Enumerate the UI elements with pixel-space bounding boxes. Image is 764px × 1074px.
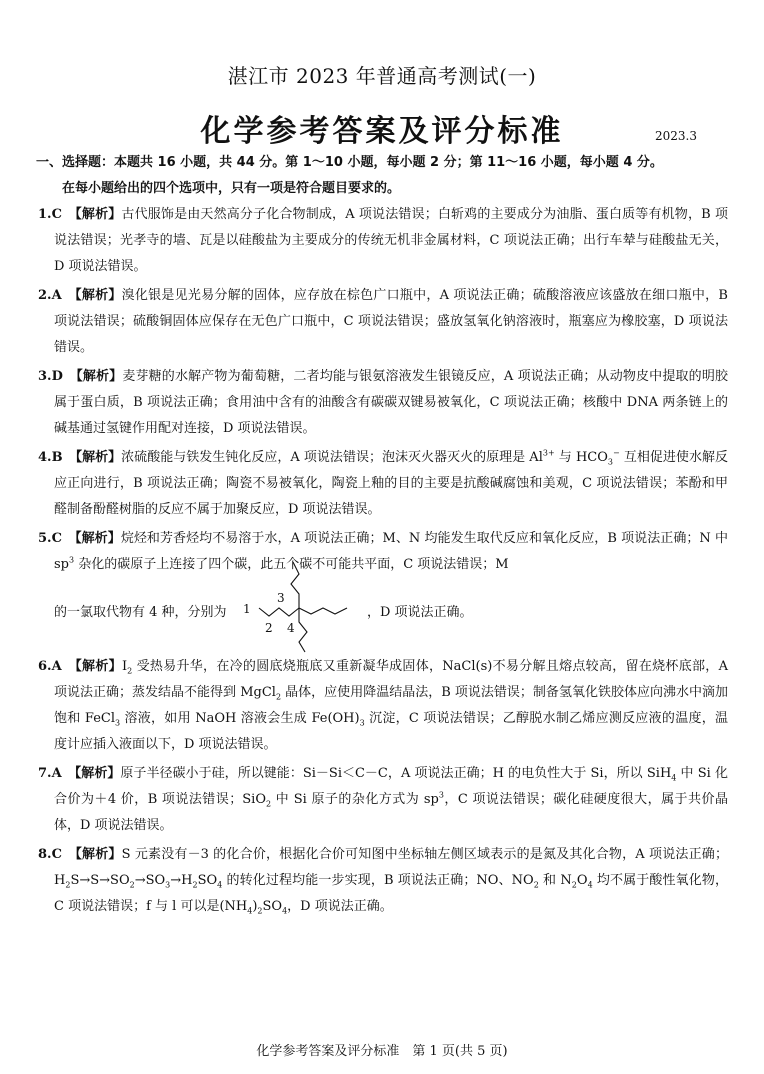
carbon-label-3: 3 bbox=[277, 591, 285, 605]
answer-text: 烷烃和芳香烃均不易溶于水，A 项说法正确；M、N 均能发生取代反应和氧化反应，B 项说法正确；N 中 sp bbox=[54, 531, 728, 572]
superscript: 3 bbox=[438, 790, 444, 800]
answer-text: 互相促进使水解反应正向进行，B 项说法正确；陶瓷不易被氧化，陶瓷上釉的目的主要是抗酸碱腐蚀和美观，C 项说法错误；苯酚和甲醛制备酚醛树脂的反应不属于加聚反应，D 项说法错误。 bbox=[54, 450, 728, 517]
molecule-chain-down bbox=[299, 608, 307, 652]
answer-text: 溶液，如用 NaOH 溶液会生成 Fe(OH) bbox=[120, 711, 360, 726]
section-heading bbox=[36, 150, 736, 202]
answer-key: A bbox=[51, 659, 62, 674]
answer-item bbox=[38, 526, 728, 578]
carbon-label-2: 2 bbox=[265, 621, 273, 635]
answer-text: 浓硫酸能与铁发生钝化反应，A 项说法错误；泡沫灭火器灭火的原理是 Al bbox=[121, 450, 543, 465]
answer-number: 6. bbox=[38, 659, 52, 674]
subscript: 2 bbox=[192, 880, 198, 890]
answer-text: ，D 项说法正确。 bbox=[287, 899, 393, 914]
answer-text: SO bbox=[262, 899, 283, 914]
answer-number: 4. bbox=[38, 450, 52, 465]
answer-text: 的转化过程均能一步实现，B 项说法正确；NO、NO bbox=[222, 873, 534, 888]
answer-key: A bbox=[51, 288, 62, 303]
analysis-tag: 【解析】 bbox=[75, 450, 122, 465]
answer-text: 麦芽糖的水解产物为葡萄糖，二者均能与银氨溶液发生银镜反应，A 项说法正确；从动物皮中提取的明胶属于蛋白质，B 项说法正确；食用油中含有的油酸含有碳碳双键易被氧化，C 项说法正确；核酸中 DNA 两条链上的碱基通过氢键作用配对连接，D 项说法错误。 bbox=[54, 369, 728, 436]
answer-text: ) bbox=[252, 899, 258, 914]
answer-text: 中 Si 化合价为＋4 价，B 项说法错误；SiO bbox=[54, 766, 728, 807]
subscript: 2 bbox=[533, 880, 539, 890]
answer-text: 中 Si 原子的杂化方式为 sp bbox=[271, 792, 439, 807]
analysis-tag: 【解析】 bbox=[75, 531, 121, 546]
answer-item bbox=[38, 761, 728, 839]
answer-text: O bbox=[576, 873, 588, 888]
answer-text: ，C 项说法错误；碳化硅硬度很大，属于共价晶体，D 项说法错误。 bbox=[54, 792, 728, 833]
subscript: 2 bbox=[265, 799, 272, 809]
answer-number: 3. bbox=[38, 369, 52, 384]
answer-text: 古代服饰是由天然高分子化合物制成，A 项说法错误；白斩鸡的主要成分为油脂、蛋白质等有机物，B 项说法错误；光孝寺的墙、瓦是以硅酸盐为主要成分的传统无机非金属材料，C 项说法正确；出行车辇与硅酸盐无关，D 项说法错误。 bbox=[54, 207, 728, 274]
carbon-label-1: 1 bbox=[243, 602, 251, 616]
subscript: 2 bbox=[65, 880, 71, 890]
molecule-row bbox=[54, 578, 728, 648]
analysis-tag: 【解析】 bbox=[74, 766, 121, 781]
exam-title: 湛江市 2023 年普通高考测试(一) bbox=[227, 64, 537, 88]
answer-number: 1. bbox=[38, 207, 52, 222]
answer-number: 8. bbox=[38, 847, 52, 862]
answer-key: C bbox=[51, 847, 62, 862]
subscript: 3 bbox=[359, 718, 365, 728]
answer-text: I bbox=[121, 659, 128, 674]
subscript: 3 bbox=[165, 880, 171, 890]
answer-item bbox=[38, 654, 728, 758]
answer-key: D bbox=[51, 369, 63, 384]
answer-key: A bbox=[51, 766, 62, 781]
superscript: 3+ bbox=[542, 448, 555, 458]
answer-key: B bbox=[51, 450, 63, 465]
subscript: 4 bbox=[282, 906, 288, 916]
answer-text: →SO bbox=[134, 873, 166, 888]
answer-item bbox=[38, 842, 728, 920]
molecule-structure bbox=[239, 558, 369, 654]
carbon-label-4: 4 bbox=[287, 621, 295, 635]
superscript: 3 bbox=[69, 555, 75, 565]
answer-list bbox=[38, 202, 728, 923]
answer-item bbox=[38, 202, 728, 280]
answer-key: C bbox=[51, 207, 62, 222]
analysis-tag: 【解析】 bbox=[75, 288, 122, 303]
subscript: 4 bbox=[587, 880, 593, 890]
superscript: − bbox=[613, 448, 620, 458]
answer-text: 杂化的碳原子上连接了四个碳，此五个碳不可能共平面，C 项说法错误；M bbox=[74, 557, 509, 572]
answer-text: S→S→SO bbox=[70, 873, 130, 888]
document-title: 化学参考答案及评分标准 bbox=[200, 114, 564, 149]
subscript: 4 bbox=[217, 880, 223, 890]
analysis-tag: 【解析】 bbox=[75, 659, 122, 674]
molecule-chain-left bbox=[259, 608, 299, 616]
answer-text: →H bbox=[170, 873, 193, 888]
answer-text: SO bbox=[197, 873, 218, 888]
subscript: 3 bbox=[115, 718, 121, 728]
molecule-chain-up bbox=[291, 562, 299, 608]
answer-number: 7. bbox=[38, 766, 52, 781]
analysis-tag: 【解析】 bbox=[75, 847, 122, 862]
answer-text: 原子半径碳小于硅，所以键能：Si－Si＜C－C，A 项说法正确；H 的电负性大于 Si，所以 SiH bbox=[120, 766, 672, 781]
section-line-2: 在每小题给出的四个选项中，只有一项是符合题目要求的。 bbox=[62, 181, 401, 196]
molecule-chain-right bbox=[299, 608, 347, 614]
page-footer: 化学参考答案及评分标准 第 1 页(共 5 页) bbox=[256, 1044, 508, 1059]
subscript: 2 bbox=[127, 666, 133, 676]
molecule-suffix-text: ，D 项说法正确。 bbox=[367, 605, 473, 620]
answer-text: S 元素没有－3 的化合价，根据化合价可知图中坐标轴左侧区域表示的是氮及其化合物，A 项说法正确；H bbox=[54, 847, 728, 888]
subscript: 3 bbox=[607, 457, 614, 467]
analysis-tag: 【解析】 bbox=[75, 207, 122, 222]
answer-item bbox=[38, 445, 728, 523]
answer-text: 与 HCO bbox=[554, 450, 608, 465]
answer-text: 沉淀，C 项说法错误；乙醇脱水制乙烯应测反应液的温度，温度计应插入液面以下，D 项说法错误。 bbox=[54, 711, 728, 752]
subscript: 4 bbox=[671, 773, 677, 783]
subscript: 2 bbox=[257, 906, 263, 916]
subscript: 2 bbox=[275, 692, 282, 702]
answer-item bbox=[38, 283, 728, 361]
answer-text: 均不属于酸性氧化物，C 项说法错误；f 与 l 可以是(NH bbox=[54, 873, 728, 914]
answer-text: 受热易升华，在冷的圆底烧瓶底又重新凝华成固体，NaCl(s)不易分解且熔点较高，留在烧杯底部，A 项说法正确；蒸发结晶不能得到 MgCl bbox=[54, 659, 728, 700]
subscript: 4 bbox=[247, 906, 253, 916]
answer-number: 5. bbox=[38, 531, 52, 546]
subscript: 2 bbox=[571, 880, 577, 890]
analysis-tag: 【解析】 bbox=[76, 369, 123, 384]
section-line-1: 一、选择题：本题共 16 小题，共 44 分。第 1～10 小题，每小题 2 分；第 11～16 小题，每小题 4 分。 bbox=[36, 155, 663, 170]
document-date: 2023.3 bbox=[655, 129, 697, 143]
answer-number: 2. bbox=[38, 288, 52, 303]
answer-text: 溴化银是见光易分解的固体，应存放在棕色广口瓶中，A 项说法正确；硫酸溶液应该盛放在细口瓶中，B 项说法错误；硫酸铜固体应保存在无色广口瓶中，C 项说法错误；盛放氢氧化钠溶液时，瓶塞应为橡胶塞，D 项说法错误。 bbox=[54, 288, 728, 355]
molecule-prefix-text: 的一氯取代物有 4 种，分别为 bbox=[54, 605, 227, 620]
answer-key: C bbox=[51, 531, 62, 546]
subscript: 2 bbox=[129, 880, 135, 890]
answer-item bbox=[38, 364, 728, 442]
answer-text: 和 N bbox=[538, 873, 572, 888]
answer-text: 晶体，应使用降温结晶法，B 项说法错误；制备氢氧化铁胶体应向沸水中滴加饱和 FeCl bbox=[54, 685, 728, 726]
